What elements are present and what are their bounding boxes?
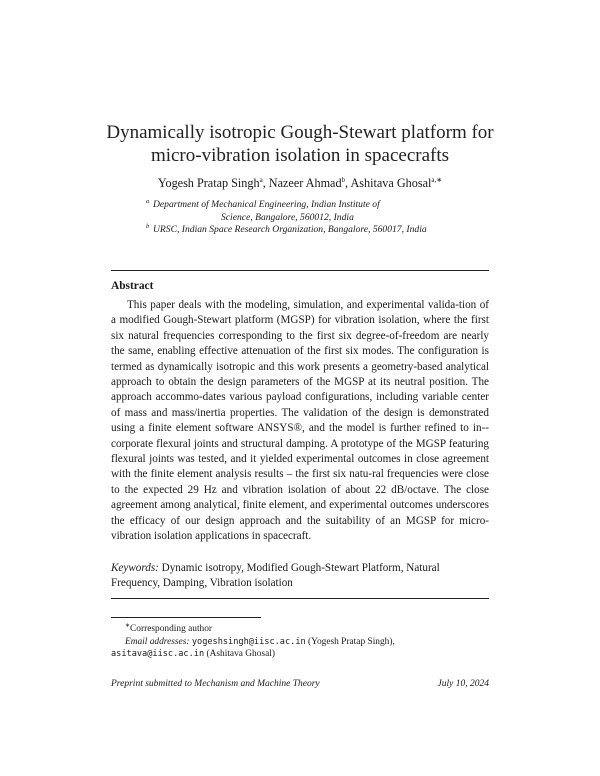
footnote-rule <box>111 617 261 618</box>
keywords-label: Keywords: <box>111 562 159 574</box>
email-owner-2: (Ashitava Ghosal) <box>206 649 275 660</box>
affiliation-b <box>146 224 456 237</box>
affiliation-a <box>146 199 456 224</box>
title-line-2: micro-vibration isolation in spacecrafts <box>150 145 450 166</box>
affiliation-line: URSC, Indian Space Research Organization, Bangalore, 560017, India <box>153 224 427 236</box>
email-owner-1: (Yogesh Pratap Singh), <box>308 636 395 647</box>
footnote-emails <box>111 636 491 649</box>
author-list <box>60 176 540 191</box>
author-separator: , <box>262 176 269 191</box>
abstract-heading: Abstract <box>111 280 154 292</box>
keywords <box>111 561 489 592</box>
author-mark: a <box>259 176 263 184</box>
author-name: Ashitava Ghosal <box>350 176 432 191</box>
footnote-mark: ∗ <box>125 623 131 629</box>
footnote-corresponding <box>111 620 491 636</box>
footnote <box>111 620 491 661</box>
preprint-note: Preprint submitted to Mechanism and Machine Theory <box>111 679 320 689</box>
affiliation-mark: b <box>146 223 150 231</box>
affiliation-mark: a <box>146 198 150 205</box>
author-separator: , <box>345 176 351 191</box>
affiliation-line: Science, Bangalore, 560012, India <box>221 211 354 223</box>
paper-title <box>60 121 540 167</box>
author-mark: b <box>341 176 346 184</box>
keywords-text: Dynamic isotropy, Modified Gough-Stewart Platform, Natural Frequency, Damping, Vibration isolation <box>111 562 440 590</box>
footnote-emails-cont <box>111 648 491 661</box>
abstract-bottom-rule <box>111 598 489 599</box>
author-mark: a,∗ <box>431 176 443 184</box>
author-name: Nazeer Ahmad <box>268 176 342 191</box>
title-line-1: Dynamically isotropic Gough-Stewart platform for <box>106 122 494 143</box>
affiliations <box>146 199 456 237</box>
affiliation-line: Department of Mechanical Engineering, Indian Institute of <box>153 199 380 210</box>
abstract-body: This paper deals with the modeling, simulation, and experimental valida-tion of a modified Gough-Stewart platform (MGSP) for vibration isolation, where the first six natural frequencies corresponding to the first six degree-of-freedom are nearly the same, enabling effective attenuation of the first six modes. The configuration is termed as dynamically isotropic and this work presents a geometry-based analytical approach to obtain the design parameters of the MGSP at its neutral position. The approach accommo-dates various payload configurations, including variable center of mass and mass/inertia properties. The validation of the design is demonstrated using a finite element software ANSYS®, and the model is further refined to in-corporate flexural joints and structural damping. A prototype of the MGSP featuring flexural joints was tested, and it yielded experimental outcomes in close agreement with the finite element analysis results – the first six natu-ral frequencies were close to the expected 29 Hz and vibration isolation of about 22 dB/octave. The close agreement among analytical, finite element, and experimental outcomes underscores the efficacy of our design approach and the suitability of an MGSP for micro-vibration isolation applications in spacecraft. <box>111 299 489 543</box>
email-link-2[interactable]: asitava@iisc.ac.in <box>111 649 205 660</box>
email-label: Email addresses: <box>125 636 190 647</box>
abstract-top-rule <box>111 270 489 271</box>
preprint-date: July 10, 2024 <box>437 679 489 689</box>
email-link-1[interactable]: yogeshsingh@iisc.ac.in <box>191 636 306 647</box>
corresponding-text: Corresponding author <box>130 624 213 635</box>
author-name: Yogesh Pratap Singh <box>157 176 260 191</box>
